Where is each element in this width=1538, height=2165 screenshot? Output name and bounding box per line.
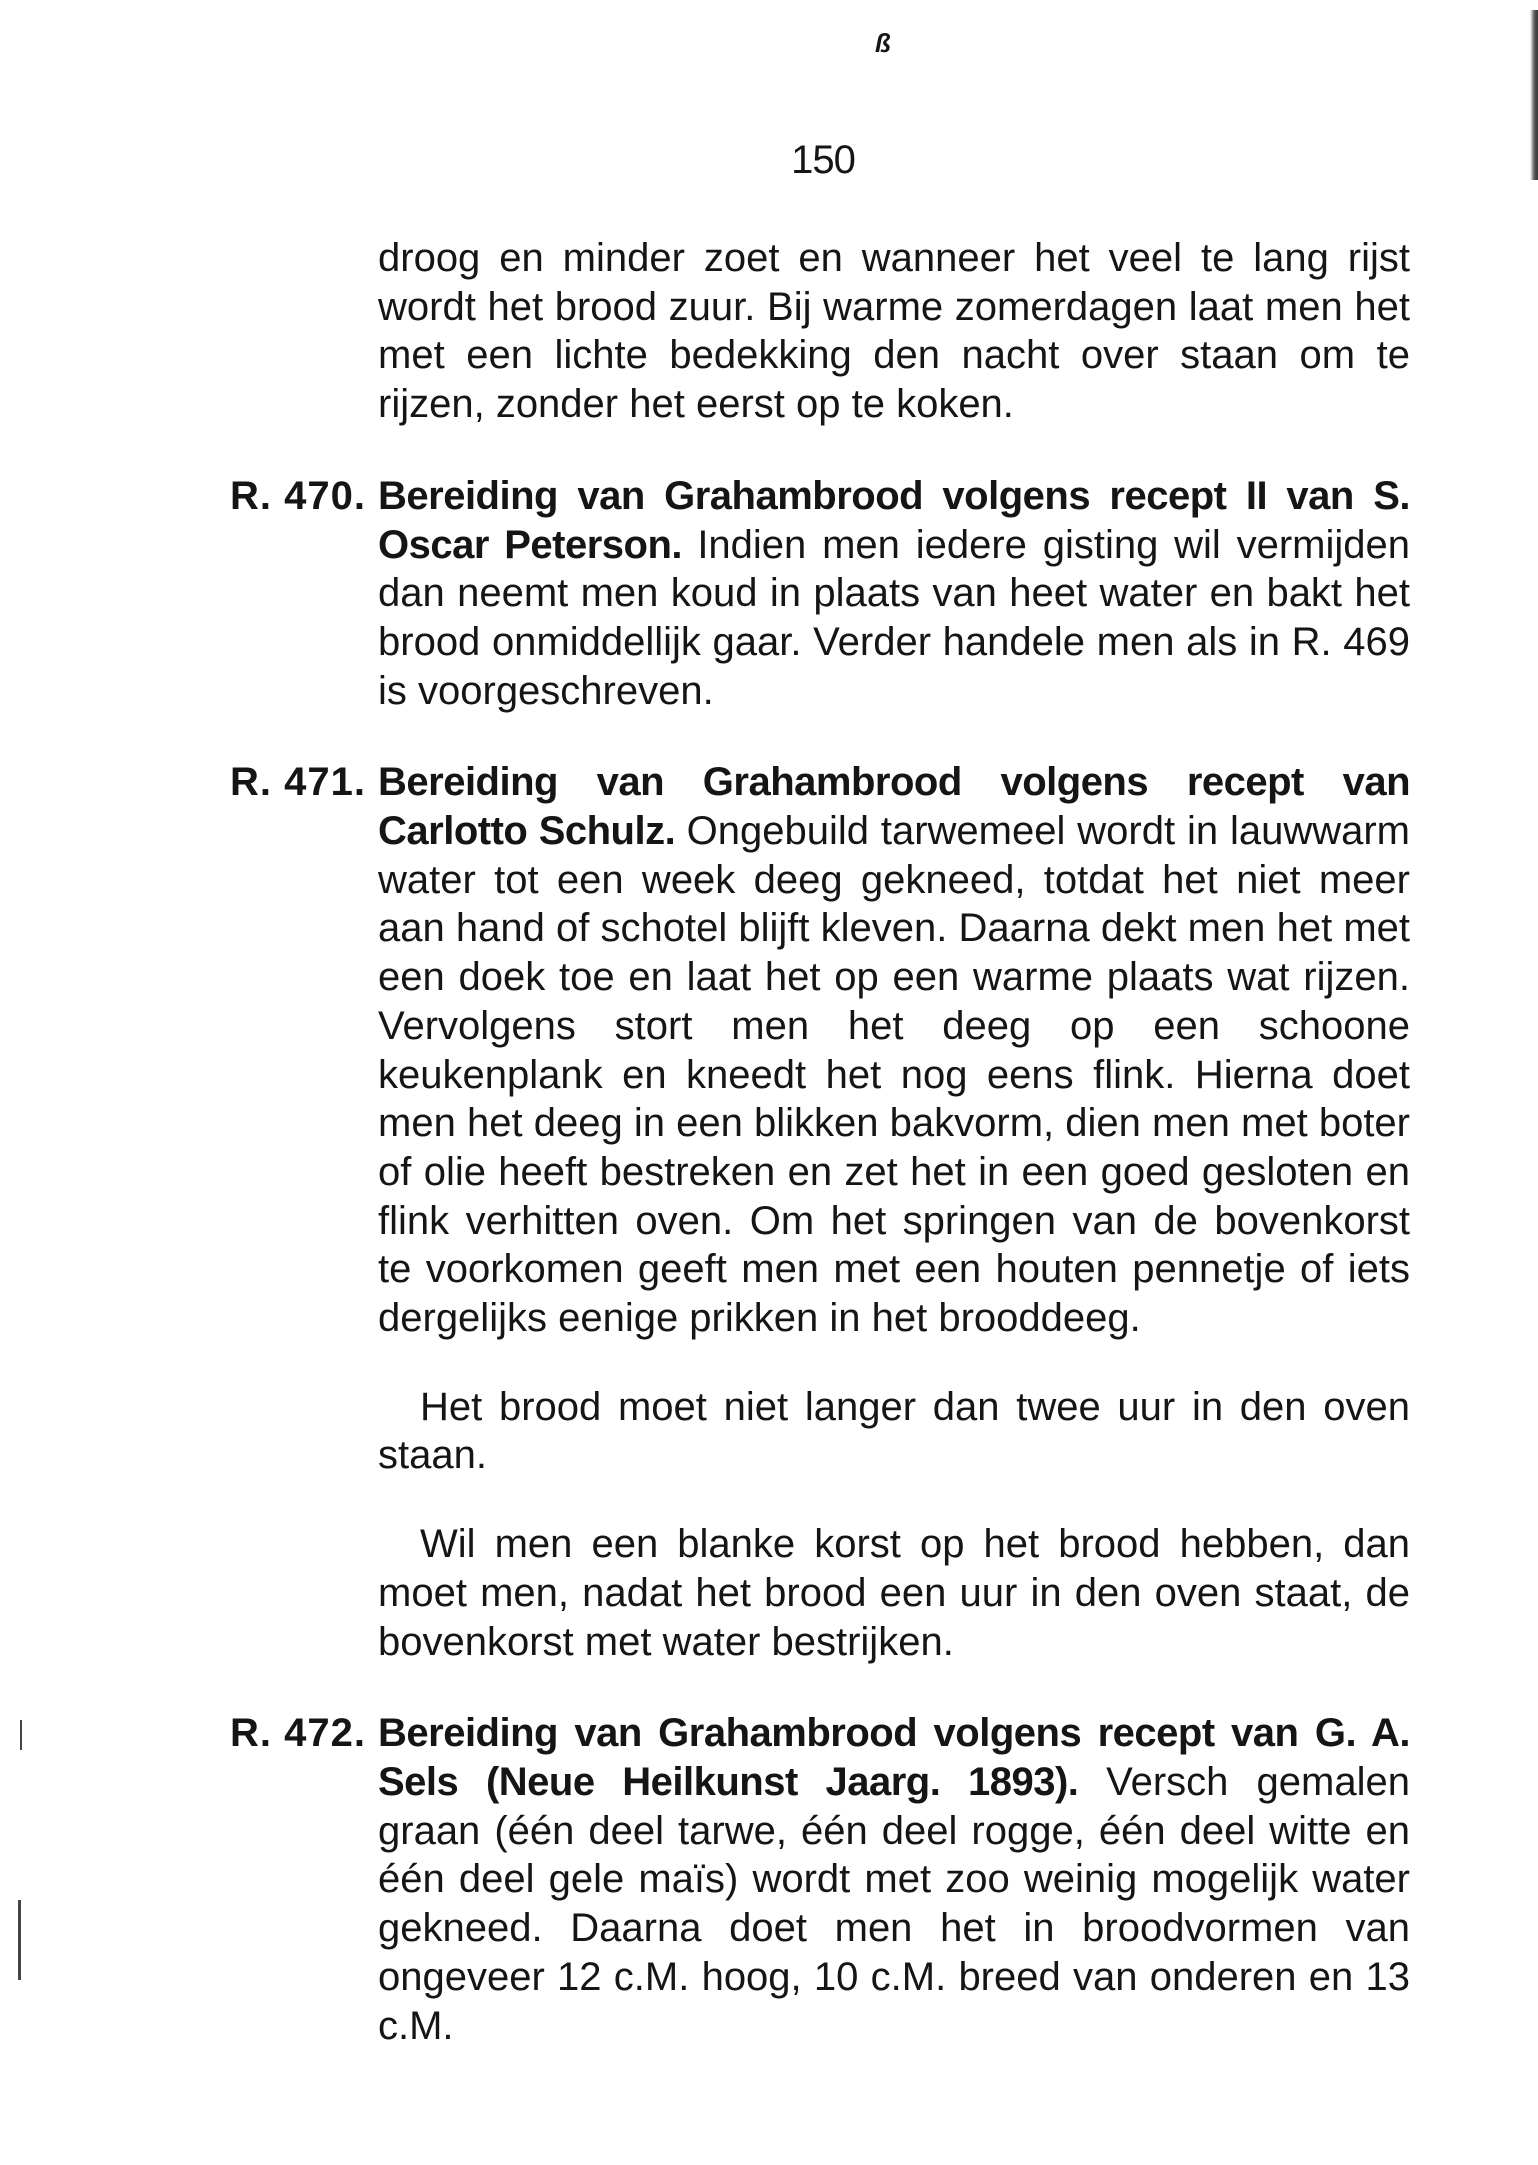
paragraph-text: Het brood moet niet langer dan twee uur in den oven staan. (378, 1384, 1410, 1478)
indented-paragraph (378, 1383, 1410, 1480)
recipe-r472 (230, 1709, 1410, 2050)
page-number: 150 (791, 138, 855, 182)
scan-edge-speck (18, 1900, 21, 1980)
recipe-r471 (230, 758, 1410, 1342)
printer-mark: ß (875, 28, 891, 58)
recipe-title: Bereiding van Grahambrood volgens recept II van S. Oscar Peterson. (378, 473, 1410, 567)
recipe-r470 (230, 472, 1410, 716)
page-body (230, 234, 1410, 2090)
recipe-title: Bereiding van Grahambrood volgens recept van G. A. Sels (Neue Heilkunst Jaarg. 1893). (378, 1711, 1410, 1804)
recipe-number: R. 471. (230, 760, 366, 805)
scan-edge-speck (20, 1720, 22, 1750)
paragraph-text: Wil men een blanke korst op het brood hebben, dan moet men, nadat het brood een uur in den oven staat, de bovenkorst met water bestrijken. (378, 1522, 1410, 1664)
indented-paragraph (378, 1520, 1410, 1666)
scan-edge-shadow (1530, 10, 1538, 180)
recipe-number: R. 470. (230, 473, 366, 518)
recipe-number: R. 472. (230, 1711, 366, 1756)
paragraph-text: droog en minder zoet en wanneer het veel te lang rijst wordt het brood zuur. Bij warme zomerdagen laat men het met een lichte bedekking den nacht over staan om te rijzen, zonder het eerst op te koken. (378, 236, 1410, 427)
recipe-text: Ongebuild tarwemeel wordt in lauwwarm water tot een week deeg gekneed, totdat het niet meer aan hand of schotel blijft kleven. Daarna dekt men het met een doek toe en laat het op een warme plaats wat rijzen. Vervolgens stort men het deeg op een schoone keukenplank en kneedt het nog eens flink. Hierna doet men het deeg in een blikken bakvorm, dien men met boter of olie heeft bestreken en zet het in een goed gesloten en flink verhitten oven. Om het springen van de bovenkorst te voorkomen geeft men met een houten pennetje of iets dergelijks eenige prikken in het brooddeeg. (378, 809, 1410, 1341)
recipe-title: Bereiding van Grahambrood volgens recept van Carlotto Schulz. (378, 760, 1410, 854)
recipe-text: Versch gemalen graan (één deel tarwe, één deel rogge, één deel witte en één deel gele maïs) wordt met zoo weinig mogelijk water gekneed. Daarna doet men het in broodvormen van ongeveer 12 c.M. hoog, 10 c.M. breed van onderen en 13 c.M. (378, 1759, 1410, 2048)
recipe-text: Indien men iedere gisting wil vermijden dan neemt men koud in plaats van heet water en bakt het brood onmiddellijk gaar. Verder handele men als in R. 469 is voorgeschreven. (378, 522, 1410, 713)
continuation-paragraph (378, 234, 1410, 429)
